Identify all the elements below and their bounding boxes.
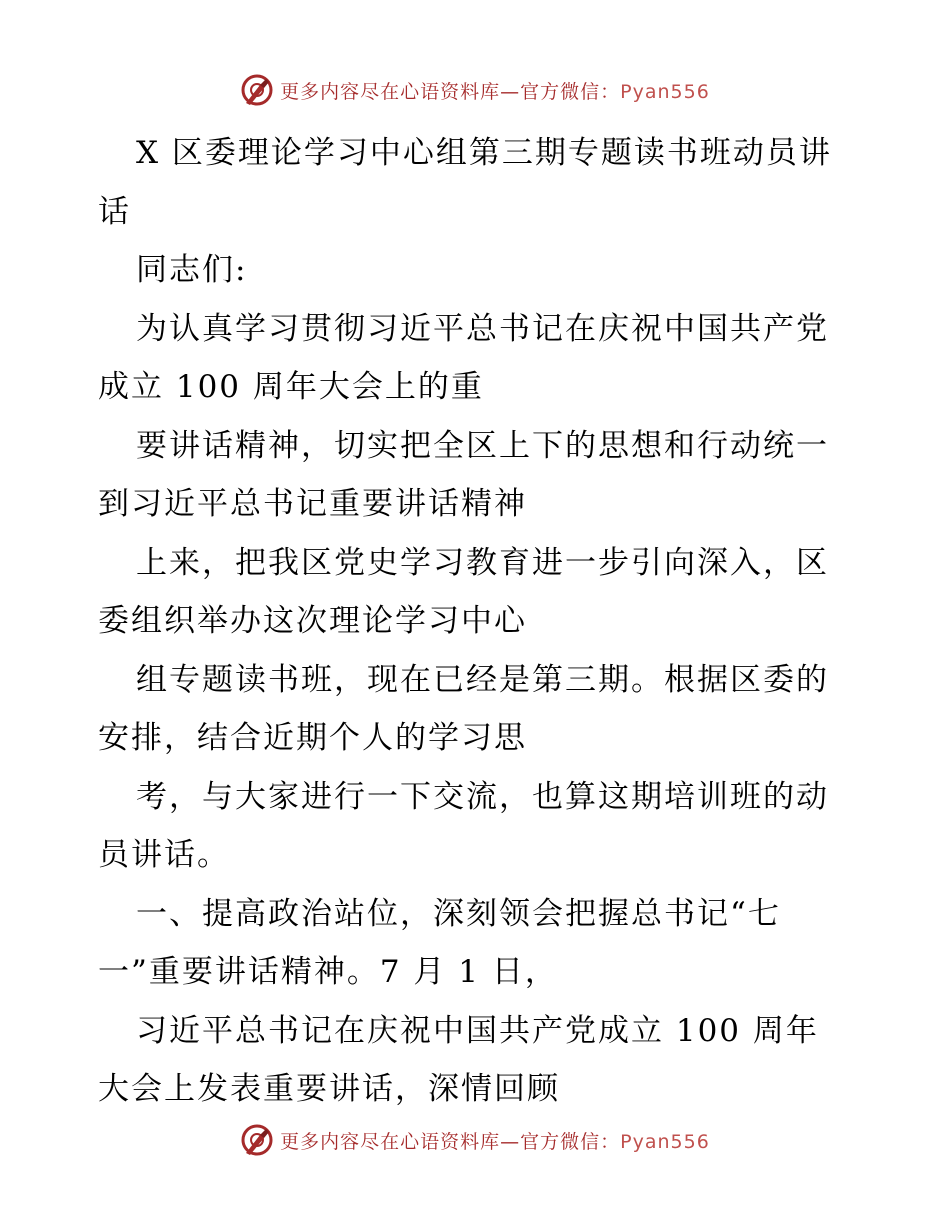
header-watermark: [0, 70, 950, 110]
document-body: [98, 124, 858, 1119]
watermark-text: 更多内容尽在心语资料库—官方微信：Pyan556: [280, 80, 710, 103]
paragraph-line: 成立 100 周年大会上的重: [98, 369, 484, 405]
pen-logo-icon: [240, 1123, 274, 1157]
watermark-wechat-id: Pyan556: [620, 1130, 710, 1153]
paragraph-line: 委组织举办这次理论学习中心: [98, 603, 527, 639]
watermark-text: 更多内容尽在心语资料库—官方微信：Pyan556: [280, 1130, 710, 1153]
watermark-wechat-id: Pyan556: [620, 80, 710, 103]
paragraph-line: 习近平总书记在庆祝中国共产党成立 100 周年: [136, 1012, 819, 1049]
paragraph-line: 要讲话精神，切实把全区上下的思想和行动统一: [136, 427, 829, 464]
paragraph-line: 上来，把我区党史学习教育进一步引向深入，区: [136, 544, 829, 581]
paragraph-line: 到习近平总书记重要讲话精神: [98, 486, 527, 522]
section-heading-line: 一”重要讲话精神。7 月 1 日，: [98, 954, 558, 990]
footer-watermark: [0, 1120, 950, 1160]
document-title-line-1: X 区委理论学习中心组第三期专题读书班动员讲: [136, 135, 832, 171]
salutation: 同志们:: [136, 252, 248, 288]
paragraph-line: 安排，结合近期个人的学习思: [98, 720, 527, 756]
paragraph-line: 为认真学习贯彻习近平总书记在庆祝中国共产党: [136, 310, 829, 347]
paragraph-line: 大会上发表重要讲话，深情回顾: [98, 1071, 560, 1107]
paragraph-line: 考，与大家进行一下交流，也算这期培训班的动: [136, 778, 829, 815]
document-title-line-2: 话: [98, 193, 131, 230]
paragraph-line: 员讲话。: [98, 837, 230, 873]
section-heading-line: 一、提高政治站位，深刻领会把握总书记“七: [136, 895, 781, 932]
pen-logo-icon: [240, 73, 274, 107]
paragraph-line: 组专题读书班，现在已经是第三期。根据区委的: [136, 661, 829, 698]
